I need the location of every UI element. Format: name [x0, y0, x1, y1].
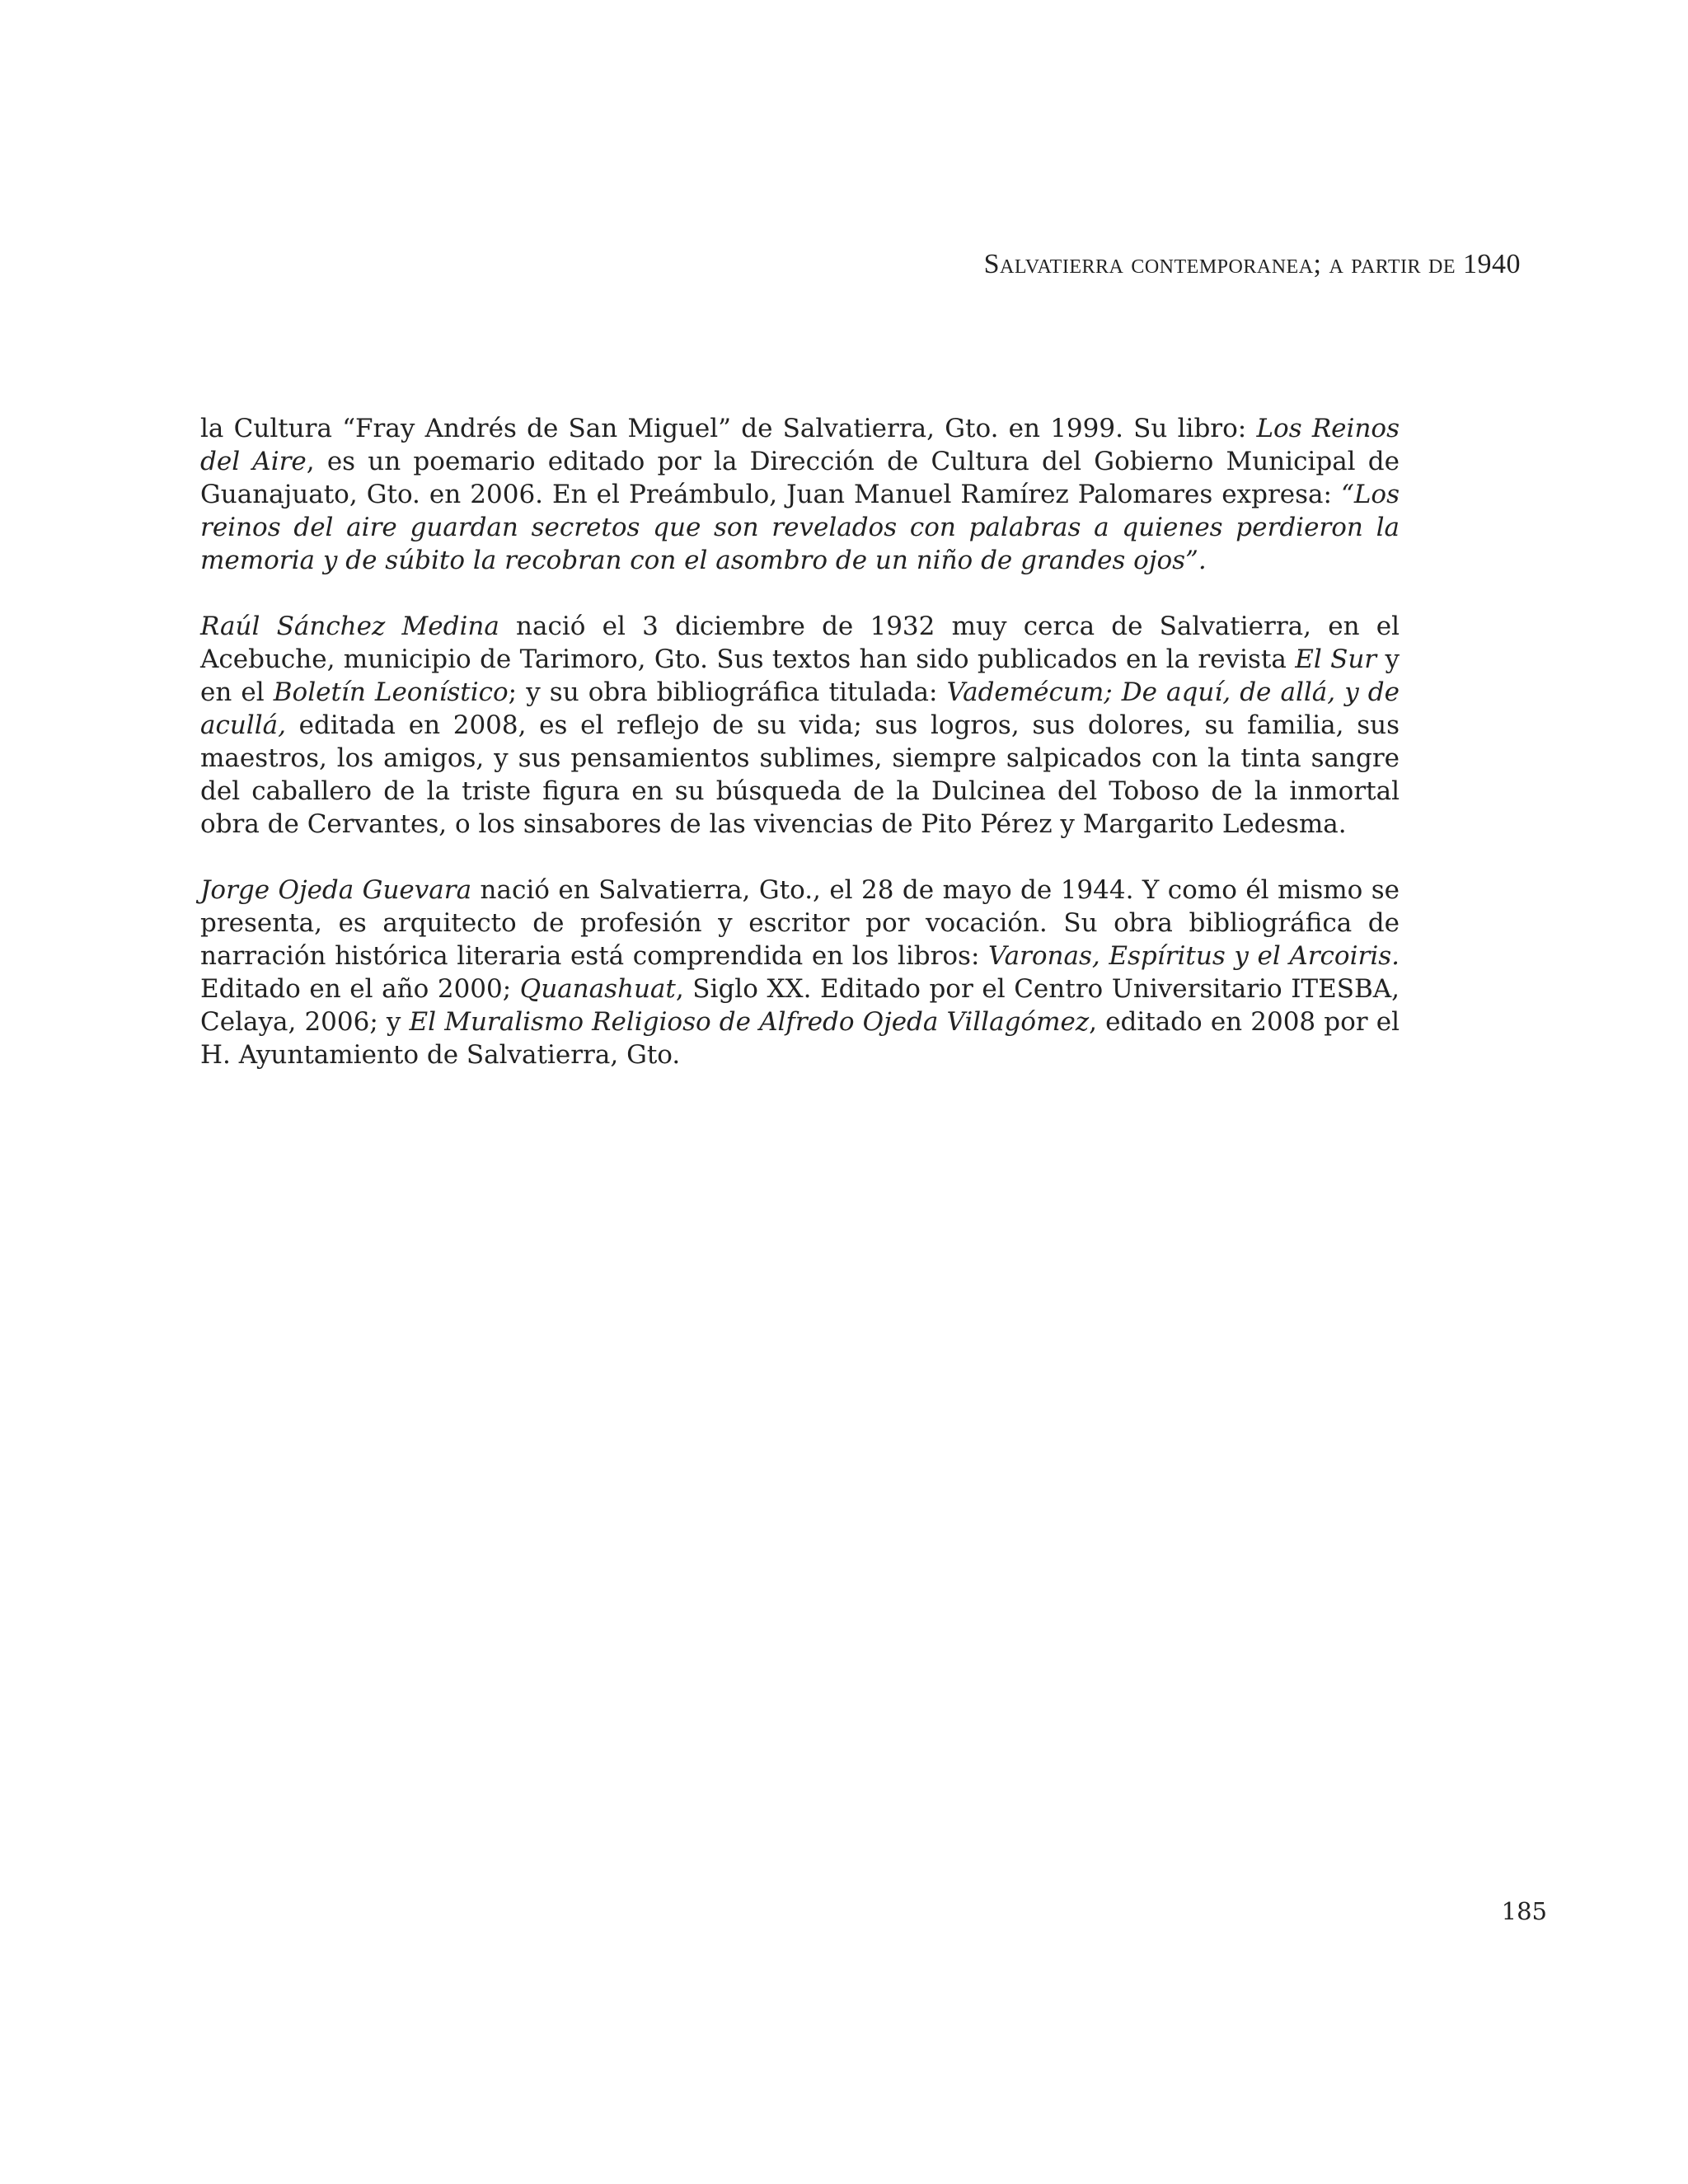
- text-segment: , es un poemario editado por la Dirección de Cultura del Gobierno Municipal de Guanajuato, Gto. en 2006. En el Preámbulo, Juan Manuel Ramírez Palomares expresa:: [200, 447, 1400, 509]
- paragraph-raul-sanchez-medina: [200, 610, 1400, 841]
- book-title-los-reinos-del-aire: Los Reinos del Aire: [200, 414, 1400, 476]
- book-title-vademecum: Vademécum; De aquí, de allá, y de acullá,: [200, 677, 1400, 740]
- magazine-title-boletin-leonistico: Boletín Leonístico: [273, 677, 509, 707]
- text-segment: , editado en 2008 por el H. Ayuntamiento de Salvatierra, Gto.: [200, 1007, 1400, 1070]
- paragraph-jorge-ojeda-guevara: [200, 874, 1400, 1071]
- text-segment: nació el 3 diciembre de 1932 muy cerca de Salvatierra, en el Acebuche, municipio de Tarimoro, Gto. Sus textos han sido publicados en la revista: [200, 612, 1400, 674]
- magazine-title-el-sur: El Sur: [1295, 644, 1377, 674]
- author-name-jorge-ojeda-guevara: Jorge Ojeda Guevara: [200, 875, 472, 905]
- paragraph-cultura-reinos-del-aire: [200, 412, 1400, 577]
- text-segment: nació en Salvatierra, Gto., el 28 de mayo de 1944. Y como él mismo se presenta, es arquitecto de profesión y escritor por vocación. Su obra bibliográfica de narración histórica literaria está comprendida en los libros:: [200, 875, 1400, 971]
- body-text: [200, 412, 1400, 1104]
- text-segment: , Siglo XX. Editado por el Centro Universitario ITESBA, Celaya, 2006; y: [200, 974, 1400, 1037]
- book-title-varonas: Varonas, Espíritus y el Arcoiris.: [988, 941, 1400, 971]
- running-header: Salvatierra contemporanea; a partir de 1940: [983, 249, 1521, 279]
- text-segment: Editado en el año 2000;: [200, 974, 520, 1004]
- page-number: 185: [1501, 1897, 1547, 1925]
- text-segment: ; y su obra bibliográfica titulada:: [508, 677, 947, 707]
- quote-preambulo: “Los reinos del aire guardan secretos que son revelados con palabras a quienes perdieron la memoria y de súbito la recobran con el asombro de un niño de grandes ojos”.: [200, 480, 1400, 575]
- book-title-el-muralismo-religioso: El Muralismo Religioso de Alfredo Ojeda Villagómez: [409, 1007, 1090, 1037]
- book-title-quanashuat: Quanashuat: [519, 974, 676, 1004]
- text-segment: la Cultura “Fray Andrés de San Miguel” de Salvatierra, Gto. en 1999. Su libro:: [200, 414, 1257, 443]
- text-segment: editada en 2008, es el reflejo de su vida; sus logros, sus dolores, su familia, sus maestros, los amigos, y sus pensamientos sublimes, siempre salpicados con la tinta sangre del caballero de la triste figura en su búsqueda de la Dulcinea del Toboso de la inmortal obra de Cervantes, o los sinsabores de las vivencias de Pito Pérez y Margarito Ledesma.: [200, 710, 1400, 839]
- author-name-raul-sanchez-medina: Raúl Sánchez Medina: [200, 612, 499, 641]
- text-segment: y en el: [200, 644, 1400, 707]
